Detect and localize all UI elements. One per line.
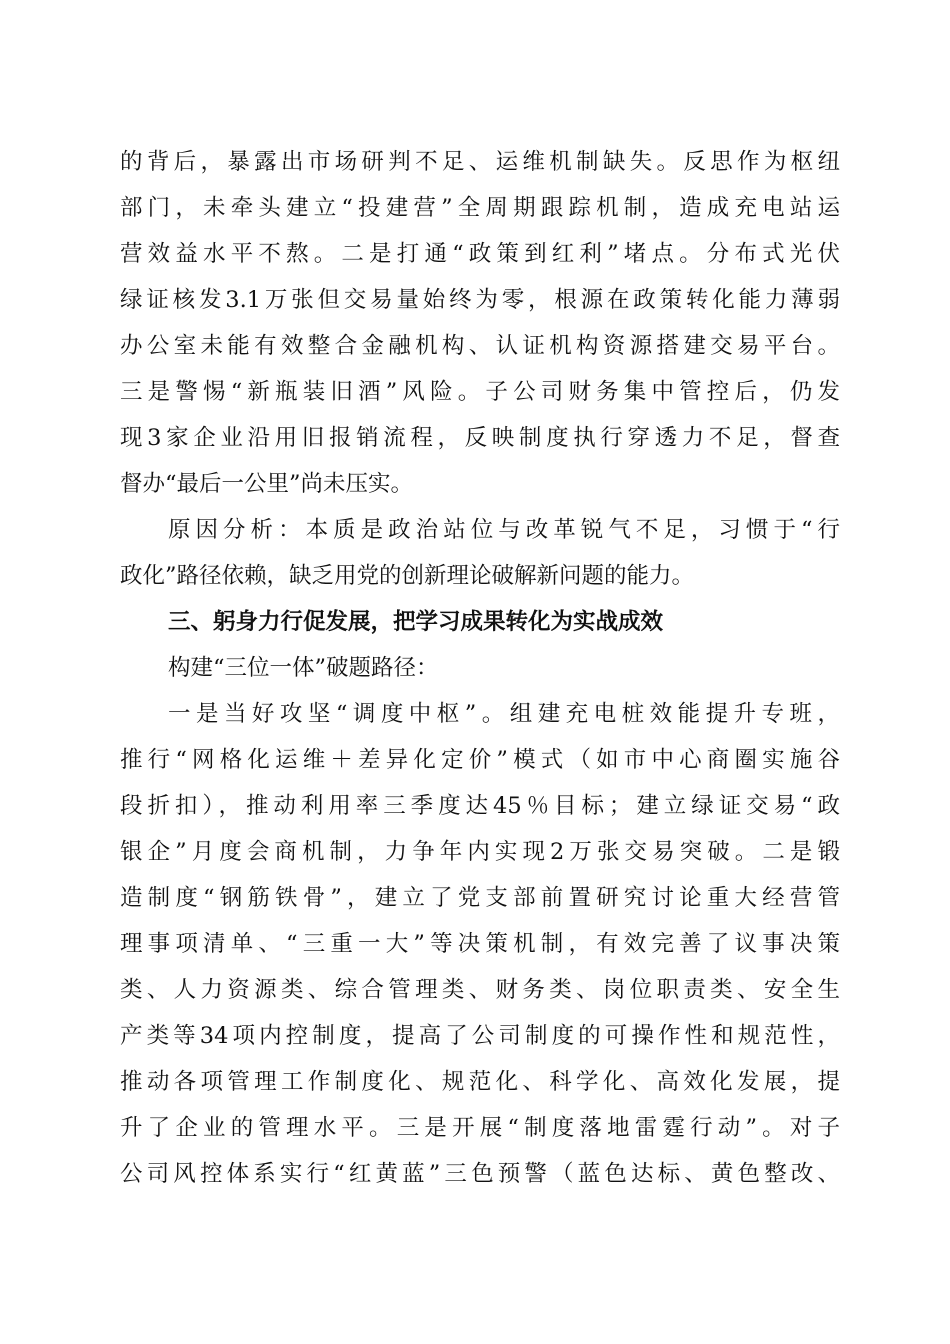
paragraph-line: 推动各项管理工作制度化、规范化、科学化、高效化发展，提 bbox=[120, 1069, 840, 1095]
paragraph-line: 造制度“钢筋铁骨”，建立了党支部前置研究讨论重大经营管 bbox=[120, 885, 840, 911]
cause-analysis-line: 原因分析：本质是政治站位与改革锐气不足，习惯于“行 bbox=[168, 517, 840, 543]
paragraph-line: 产类等34项内控制度，提高了公司制度的可操作性和规范性， bbox=[120, 1023, 840, 1049]
paragraph-line: 升了企业的管理水平。三是开展“制度落地雷霆行动”。对子 bbox=[120, 1115, 840, 1141]
paragraph-line: 三是警惕“新瓶装旧酒”风险。子公司财务集中管控后，仍发 bbox=[120, 379, 840, 405]
paragraph-line: 营效益水平不熬。二是打通“政策到红利”堵点。分布式光伏 bbox=[120, 241, 840, 267]
paragraph-line: 一是当好攻坚“调度中枢”。组建充电桩效能提升专班， bbox=[168, 701, 840, 727]
paragraph-line: 现3家企业沿用旧报销流程，反映制度执行穿透力不足，督查 bbox=[120, 425, 840, 451]
intro-line: 构建“三位一体”破题路径： bbox=[168, 655, 439, 681]
paragraph-line: 的背后，暴露出市场研判不足、运维机制缺失。反思作为枢纽 bbox=[120, 149, 840, 175]
section-heading: 三、躬身力行促发展，把学习成果转化为实战成效 bbox=[168, 609, 664, 635]
cause-analysis-line: 政化”路径依赖，缺乏用党的创新理论破解新问题的能力。 bbox=[120, 563, 695, 589]
paragraph-line: 办公室未能有效整合金融机构、认证机构资源搭建交易平台。 bbox=[120, 333, 840, 359]
paragraph-line: 推行“网格化运维＋差异化定价”模式（如市中心商圈实施谷 bbox=[120, 747, 840, 773]
paragraph-line: 类、人力资源类、综合管理类、财务类、岗位职责类、安全生 bbox=[120, 977, 840, 1003]
paragraph-line: 理事项清单、“三重一大”等决策机制，有效完善了议事决策 bbox=[120, 931, 840, 957]
paragraph-line: 绿证核发3.1万张但交易量始终为零，根源在政策转化能力薄弱 bbox=[120, 287, 840, 313]
paragraph-line: 部门，未牵头建立“投建营”全周期跟踪机制，造成充电站运 bbox=[120, 195, 840, 221]
paragraph-line: 段折扣），推动利用率三季度达45％目标；建立绿证交易“政 bbox=[120, 793, 840, 819]
paragraph-line: 银企”月度会商机制，力争年内实现2万张交易突破。二是锻 bbox=[120, 839, 840, 865]
paragraph-line: 公司风控体系实行“红黄蓝”三色预警（蓝色达标、黄色整改、 bbox=[120, 1161, 840, 1187]
paragraph-line: 督办“最后一公里”尚未压实。 bbox=[120, 471, 414, 497]
